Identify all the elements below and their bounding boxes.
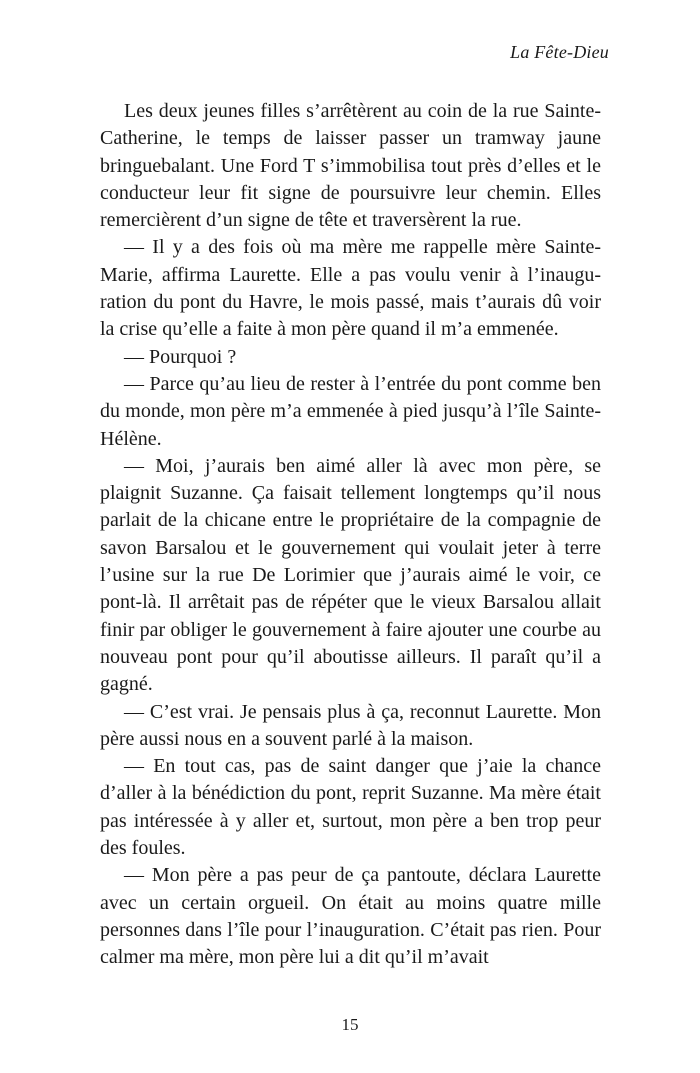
- paragraph: Les deux jeunes filles s’arrêtèrent au coin de la rue Sainte-Catherine, le temps de laisser passer un tramway jaune bringuebalant. Une Ford T s’immobilisa tout près d’elles et le conducteur leur fit signe de poursuivre leur chemin. Elles remercièrent d’un signe de tête et traversèrent la rue.: [100, 100, 601, 232]
- paragraph: — Mon père a pas peur de ça pantoute, déclara Laurette avec un certain orgueil. On était au moins quatre mille personnes dans l’île pour l’inauguration. C’était pas rien. Pour calmer ma mère, mon père lui a dit qu’il m’avait: [100, 864, 601, 969]
- paragraph: — Moi, j’aurais ben aimé aller là avec mon père, se plaignit Suzanne. Ça faisait tellement longtemps qu’il nous parlait de la chicane entre le propriétaire de la compagnie de savon Barsalou et le gouvernement qui voulait jeter à terre l’usine sur la rue De Lorimier que j’aurais aimé le voir, ce pont-là. Il arrêtait pas de répéter que le vieux Barsalou allait finir par obliger le gouvernement à faire ajouter une courbe au nouveau pont pour qu’il aboutisse ailleurs. Il paraît qu’il a gagné.: [100, 454, 601, 696]
- body-text: [100, 98, 601, 972]
- paragraph: — Parce qu’au lieu de rester à l’entrée du pont comme ben du monde, mon père m’a emmenée à pied jusqu’à l’île Sainte-Hélène.: [100, 372, 601, 450]
- paragraph: — Pourquoi ?: [124, 345, 237, 368]
- running-head-title: La Fête-Dieu: [510, 42, 609, 62]
- paragraph: — Il y a des fois où ma mère me rappelle mère Sainte-Marie, affirma Laurette. Elle a pas voulu venir à l’inauguration du pont du Havre, le mois passé, mais t’aurais dû voir la crise qu’elle a faite à mon père quand il m’a emmenée.: [100, 236, 601, 341]
- paragraph: — C’est vrai. Je pensais plus à ça, reconnut Laurette. Mon père aussi nous en a souvent parlé à la maison.: [100, 700, 601, 750]
- page-number: 15: [341, 1015, 359, 1034]
- paragraph: — En tout cas, pas de saint danger que j’aie la chance d’aller à la bénédiction du pont, reprit Suzanne. Ma mère était pas intéressée à y aller et, surtout, mon père a ben trop peur des foules.: [100, 755, 601, 860]
